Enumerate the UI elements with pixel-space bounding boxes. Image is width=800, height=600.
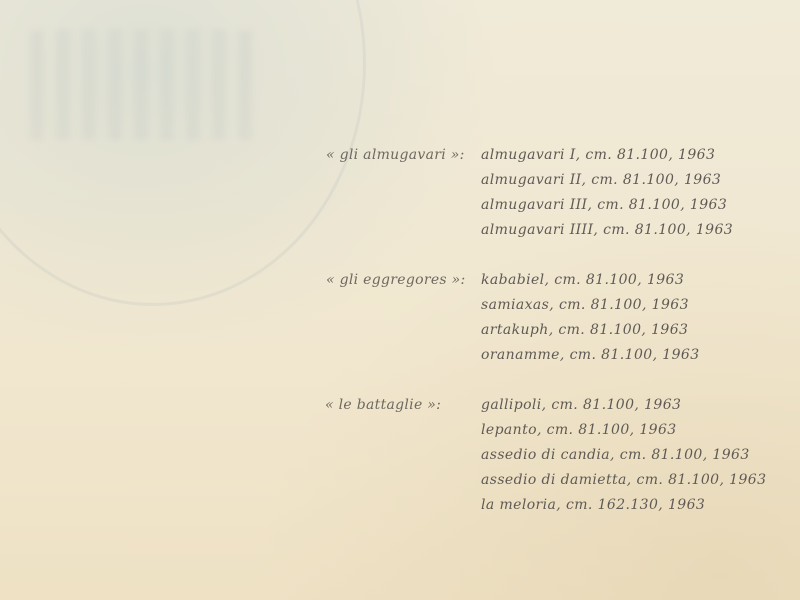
work-entry: lepanto, cm. 81.100, 1963	[481, 422, 677, 438]
work-entry: assedio di damietta, cm. 81.100, 1963	[481, 472, 767, 488]
work-entry: samiaxas, cm. 81.100, 1963	[481, 297, 689, 313]
work-entry: almugavari III, cm. 81.100, 1963	[481, 197, 728, 213]
works-list	[481, 393, 766, 518]
work-entry: assedio di candia, cm. 81.100, 1963	[481, 447, 750, 463]
work-entry: artakuph, cm. 81.100, 1963	[481, 322, 689, 338]
work-entry: almugavari II, cm. 81.100, 1963	[481, 172, 722, 188]
series-title: « gli almugavari »:	[326, 147, 465, 163]
work-entry: kababiel, cm. 81.100, 1963	[481, 272, 685, 288]
work-entry: almugavari IIII, cm. 81.100, 1963	[481, 222, 734, 238]
work-entry: gallipoli, cm. 81.100, 1963	[481, 397, 682, 413]
work-entry: almugavari I, cm. 81.100, 1963	[481, 147, 716, 163]
series-title: « le battaglie »:	[325, 397, 442, 413]
work-entry: la meloria, cm. 162.130, 1963	[481, 497, 706, 513]
work-entry: oranamme, cm. 81.100, 1963	[481, 347, 700, 363]
works-list	[481, 143, 733, 243]
works-list	[481, 268, 700, 368]
series-title: « gli eggregores »:	[326, 272, 466, 288]
